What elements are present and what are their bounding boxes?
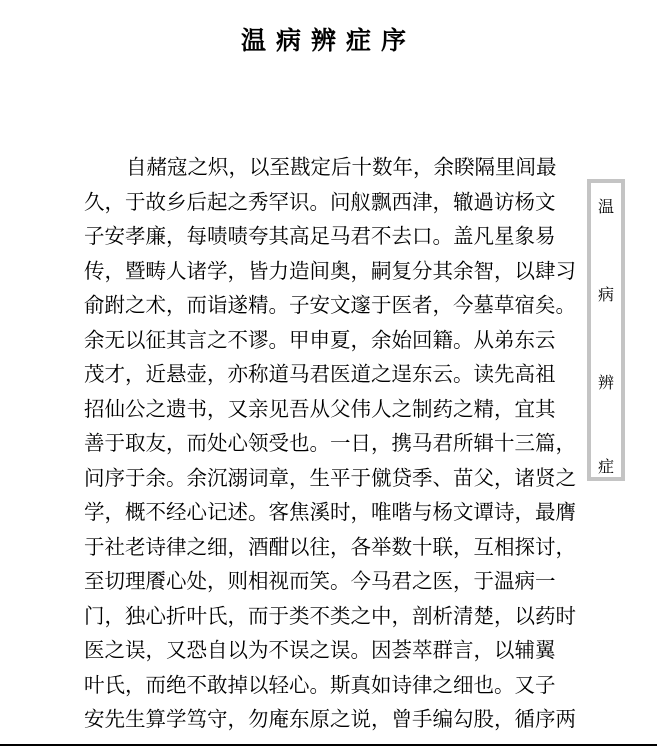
text-line: 至切理餍心处，则相视而笑。今马君之医，于温病一 xyxy=(84,569,556,593)
side-tab xyxy=(587,179,625,481)
text-line: 久，于故乡后起之秀罕识。问舣飘西津，辙過访杨文 xyxy=(84,189,556,214)
text-line: 学，概不经心记述。客焦溪时，唯喈与杨文谭诗，最膺 xyxy=(84,500,576,524)
text-line: 子安孝廉，每啧啧夸其高足马君不去口。盖凡星象易 xyxy=(84,224,556,248)
text-line: 问序于余。余沉溺词章，生平于僦贷季、苗父，诸贤之 xyxy=(84,465,576,490)
text-line: 门，独心折叶氏，而于类不类之中，剖析清楚，以药时 xyxy=(84,603,576,628)
text-line: 招仙公之遗书，又亲见吾从父伟人之制药之精，宜其 xyxy=(84,396,556,421)
text-line: 安先生算学笃守，勿庵东原之说，曾手编勾股，循序两 xyxy=(84,707,576,731)
text-line: 叶氏，而绝不敢掉以轻心。斯真如诗律之细也。又子 xyxy=(84,672,556,697)
text-line: 余无以征其言之不谬。甲申夏，余始回籍。从弟东云 xyxy=(84,327,556,352)
text-line: 传，暨畴人诸学，皆力造间奥，嗣复分其余智，以肆习 xyxy=(84,258,576,283)
text-line: 善于取友，而处心领受也。一日，携马君所辑十三篇， xyxy=(84,431,576,455)
preface-body xyxy=(84,150,584,737)
side-tab-char: 辨 xyxy=(597,373,614,392)
text-line: 茂才，近悬壶，亦称道马君医道之逞东云。读先高祖 xyxy=(84,362,556,386)
text-line: 俞跗之术，而诣遂精。子安文邃于医者，今墓草宿矣。 xyxy=(84,293,576,317)
page-title: 温病辨症序 xyxy=(240,26,416,55)
side-tab-char: 症 xyxy=(597,457,614,476)
text-line: 于社老诗律之细，酒酣以往，各举数十联，互相探讨， xyxy=(84,534,576,559)
text-line: 医之误，又恐自以为不误之误。因荟萃群言，以辅翼 xyxy=(84,638,556,662)
text-line: 自赭寇之炽，以至戡定后十数年，余睽隔里闾最 xyxy=(126,155,557,179)
bottom-rule xyxy=(0,744,657,746)
side-tab-char: 病 xyxy=(597,285,614,304)
side-tab-char: 温 xyxy=(597,197,614,216)
